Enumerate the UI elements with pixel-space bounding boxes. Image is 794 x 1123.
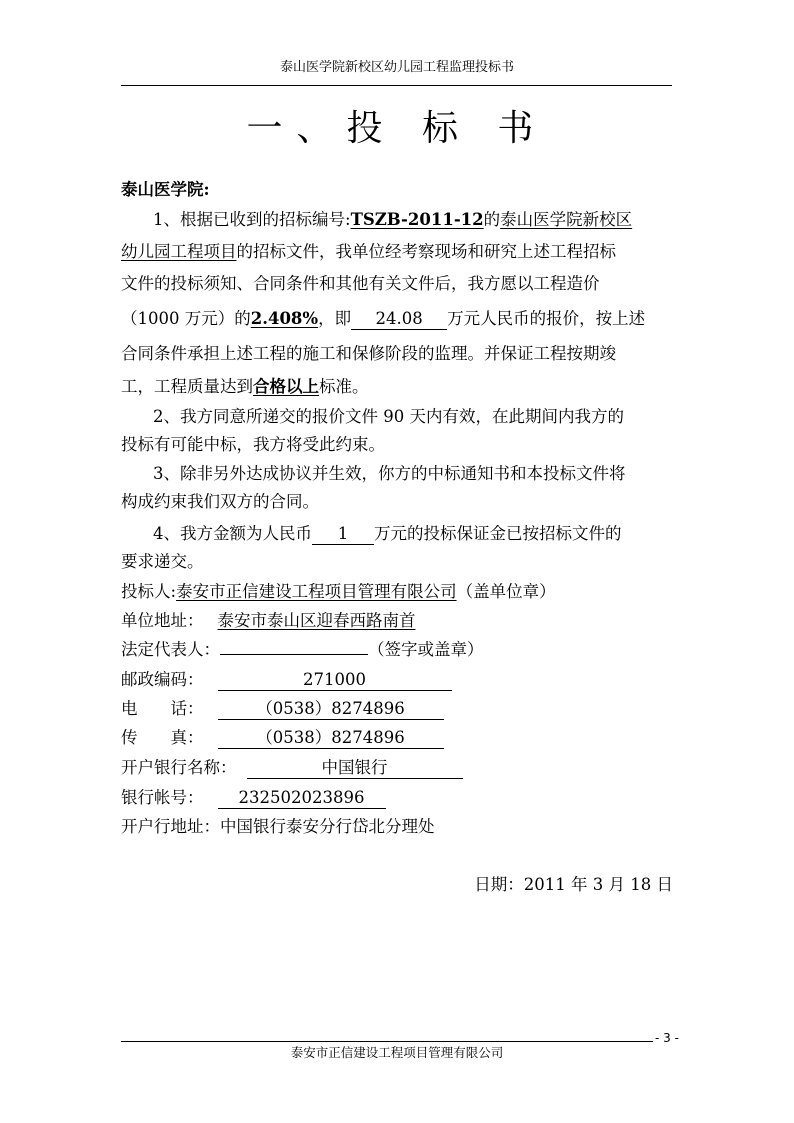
bank-row — [121, 756, 463, 780]
para1-quality-intro: 工，工程质量达到 — [121, 377, 253, 396]
para4-line1 — [153, 522, 622, 546]
address-row — [121, 609, 416, 633]
postcode-label: 邮政编码： — [121, 670, 204, 689]
bidder-row — [121, 580, 556, 604]
para2-line1: 2、我方同意所递交的报价文件 90 天内有效，在此期间内我方的 — [153, 407, 624, 426]
fax-value: （0538）8274896 — [218, 728, 444, 749]
phone-value: （0538）8274896 — [218, 699, 444, 720]
document-title: 一、投 标 书 — [246, 108, 548, 149]
para1-line2-text: 的招标文件，我单位经考察现场和研究上述工程招标 — [236, 242, 616, 261]
account-row — [121, 786, 386, 810]
project-name-part1: 泰山医学院新校区 — [500, 210, 633, 229]
legal-rep-label: 法定代表人： — [121, 640, 220, 659]
para4-line2: 要求递交。 — [121, 552, 204, 571]
para1-line4 — [121, 307, 645, 331]
para1-of: 的 — [483, 210, 501, 229]
para1-standard: 标准。 — [319, 377, 369, 396]
bank-label: 开户银行名称： — [121, 758, 237, 777]
para1-line5: 合同条件承担上述工程的施工和保修阶段的监理。并保证工程按期竣 — [121, 344, 616, 363]
legal-rep-note: （签字或盖章） — [368, 640, 484, 659]
fax-label: 传 真： — [121, 728, 204, 747]
para1-line3: 文件的投标须知、合同条件和其他有关文件后，我方愿以工程造价 — [121, 274, 600, 293]
branch-label: 开户行地址： — [121, 817, 220, 836]
deposit-amount: 1 — [312, 524, 374, 545]
bidder-seal-note: （盖单位章） — [456, 582, 556, 601]
para2-line2: 投标有可能中标，我方将受此约束。 — [121, 435, 385, 454]
bidder-value: 泰安市正信建设工程项目管理有限公司 — [176, 582, 457, 601]
postcode-row — [121, 668, 452, 692]
phone-label: 电 话： — [121, 699, 204, 718]
tender-number: TSZB-2011-12 — [350, 210, 484, 229]
phone-row — [121, 697, 444, 721]
addressee: 泰山医学院: — [121, 180, 210, 199]
header-rule — [121, 85, 672, 86]
quality-standard: 合格以上 — [253, 377, 319, 396]
account-value: 232502023896 — [218, 788, 386, 809]
para3-line1: 3、除非另外达成协议并生效，你方的中标通知书和本投标文件将 — [153, 464, 626, 483]
para1-line2 — [121, 240, 616, 264]
fee-rate: 2.408% — [250, 309, 319, 328]
para1-line4-text: 万元人民币的报价，按上述 — [447, 309, 646, 328]
postcode-value: 271000 — [218, 670, 452, 691]
para3-line2: 构成约束我们双方的合同。 — [121, 492, 319, 511]
account-label: 银行帐号： — [121, 788, 204, 807]
bidder-label: 投标人: — [121, 582, 177, 601]
branch-row — [121, 815, 435, 839]
para1-intro: 1、根据已收到的招标编号: — [153, 210, 351, 229]
bid-amount: 24.08 — [351, 309, 447, 330]
bank-value: 中国银行 — [247, 758, 463, 779]
legal-rep-blank — [220, 654, 368, 655]
date-line: 日期：2011 年 3 月 18 日 — [474, 875, 673, 894]
para1-line1 — [153, 208, 632, 232]
para1-line6 — [121, 375, 369, 399]
running-header: 泰山医学院新校区幼儿园工程监理投标书 — [279, 60, 514, 75]
fax-row — [121, 726, 444, 750]
page-number: - 3 - — [655, 1031, 679, 1045]
address-label: 单位地址： — [121, 611, 204, 630]
project-name-part2: 幼儿园工程项目 — [121, 242, 237, 261]
footer-rule — [121, 1041, 653, 1042]
para4-intro: 4、我方金额为人民币 — [153, 524, 312, 543]
para1-namely: ，即 — [318, 309, 352, 328]
legal-rep-row — [121, 638, 484, 662]
para4-line1-text: 万元的投标保证金已按招标文件的 — [374, 524, 622, 543]
footer-company: 泰安市正信建设工程项目管理有限公司 — [290, 1045, 504, 1060]
address-value: 泰安市泰山区迎春西路南首 — [217, 611, 416, 630]
cost-base: （1000 万元）的 — [121, 309, 251, 328]
branch-value: 中国银行泰安分行岱北分理处 — [220, 817, 435, 836]
